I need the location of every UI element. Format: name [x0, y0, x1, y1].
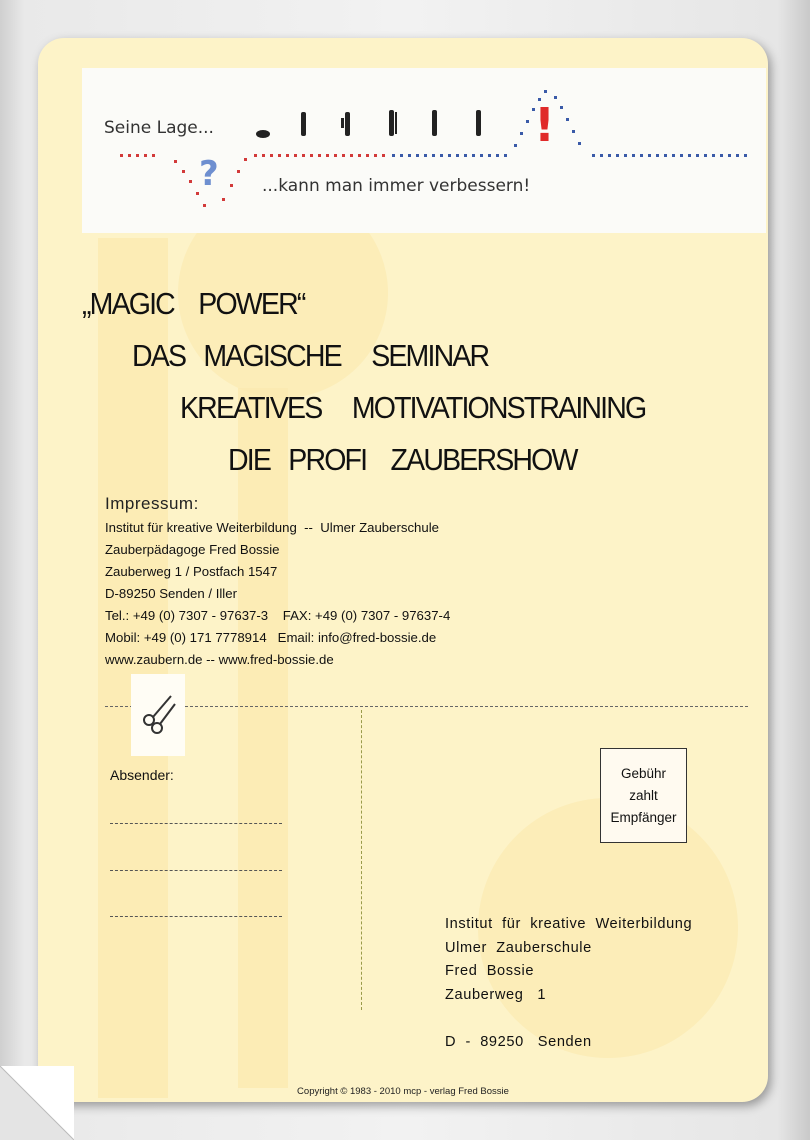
headline-3: KREATIVES MOTIVATIONSTRAINING [180, 390, 646, 425]
cut-line [105, 706, 748, 707]
headline-4: DIE PROFI ZAUBERSHOW [228, 442, 577, 477]
impressum-title: Impressum: [105, 494, 199, 513]
impressum-line: www.zaubern.de -- www.fred-bossie.de [105, 652, 334, 667]
impressum-line: D-89250 Senden / Iller [105, 586, 237, 601]
copyright: Copyright © 1983 - 2010 mcp - verlag Fred Bossie [297, 1086, 509, 1097]
banner-left-text: Seine Lage... [104, 118, 214, 138]
exclamation-mark-icon: ! [534, 98, 555, 152]
scissors-icon [131, 674, 185, 756]
recipient-address-line: D - 89250 Senden [445, 1034, 592, 1050]
page-curl-icon [0, 1066, 74, 1140]
recipient-address-line: Ulmer Zauberschule [445, 940, 592, 956]
impressum-line: Zauberpädagoge Fred Bossie [105, 542, 280, 557]
bg-shape-bar-mid [238, 388, 288, 1088]
postage-line: Gebühr [620, 765, 667, 781]
evolution-figures [256, 110, 481, 138]
banner-graphic [82, 68, 766, 233]
recipient-address-line: Fred Bossie [445, 963, 535, 979]
postage-line: Empfänger [610, 809, 677, 825]
dotted-path-blue [392, 90, 747, 157]
recipient-address-line: Institut für kreative Weiterbildung [445, 916, 693, 932]
impressum-line: Mobil: +49 (0) 171 7778914 Email: info@fred-bossie.de [105, 630, 437, 645]
headline-1: „MAGIC POWER“ [82, 286, 305, 321]
impressum-line: Institut für kreative Weiterbildung -- Ulmer Zauberschule [105, 520, 439, 535]
headline-2: DAS MAGISCHE SEMINAR [132, 338, 489, 373]
impressum-line: Zauberweg 1 / Postfach 1547 [105, 564, 278, 579]
impressum-line: Tel.: +49 (0) 7307 - 97637-3 FAX: +49 (0) 7307 - 97637-4 [105, 608, 451, 623]
sender-label: Absender: [110, 767, 174, 783]
postage-line: zahlt [629, 787, 658, 803]
sender-line-2 [110, 870, 282, 871]
flyer-page [38, 38, 768, 1102]
postage-box [600, 748, 687, 843]
question-mark-icon: ? [199, 154, 219, 194]
postcard-divider [361, 710, 362, 1010]
recipient-address-line: Zauberweg 1 [445, 987, 547, 1003]
sender-line-1 [110, 823, 282, 824]
banner-right-text: ...kann man immer verbessern! [262, 176, 531, 196]
banner [82, 68, 766, 233]
sender-line-3 [110, 916, 282, 917]
